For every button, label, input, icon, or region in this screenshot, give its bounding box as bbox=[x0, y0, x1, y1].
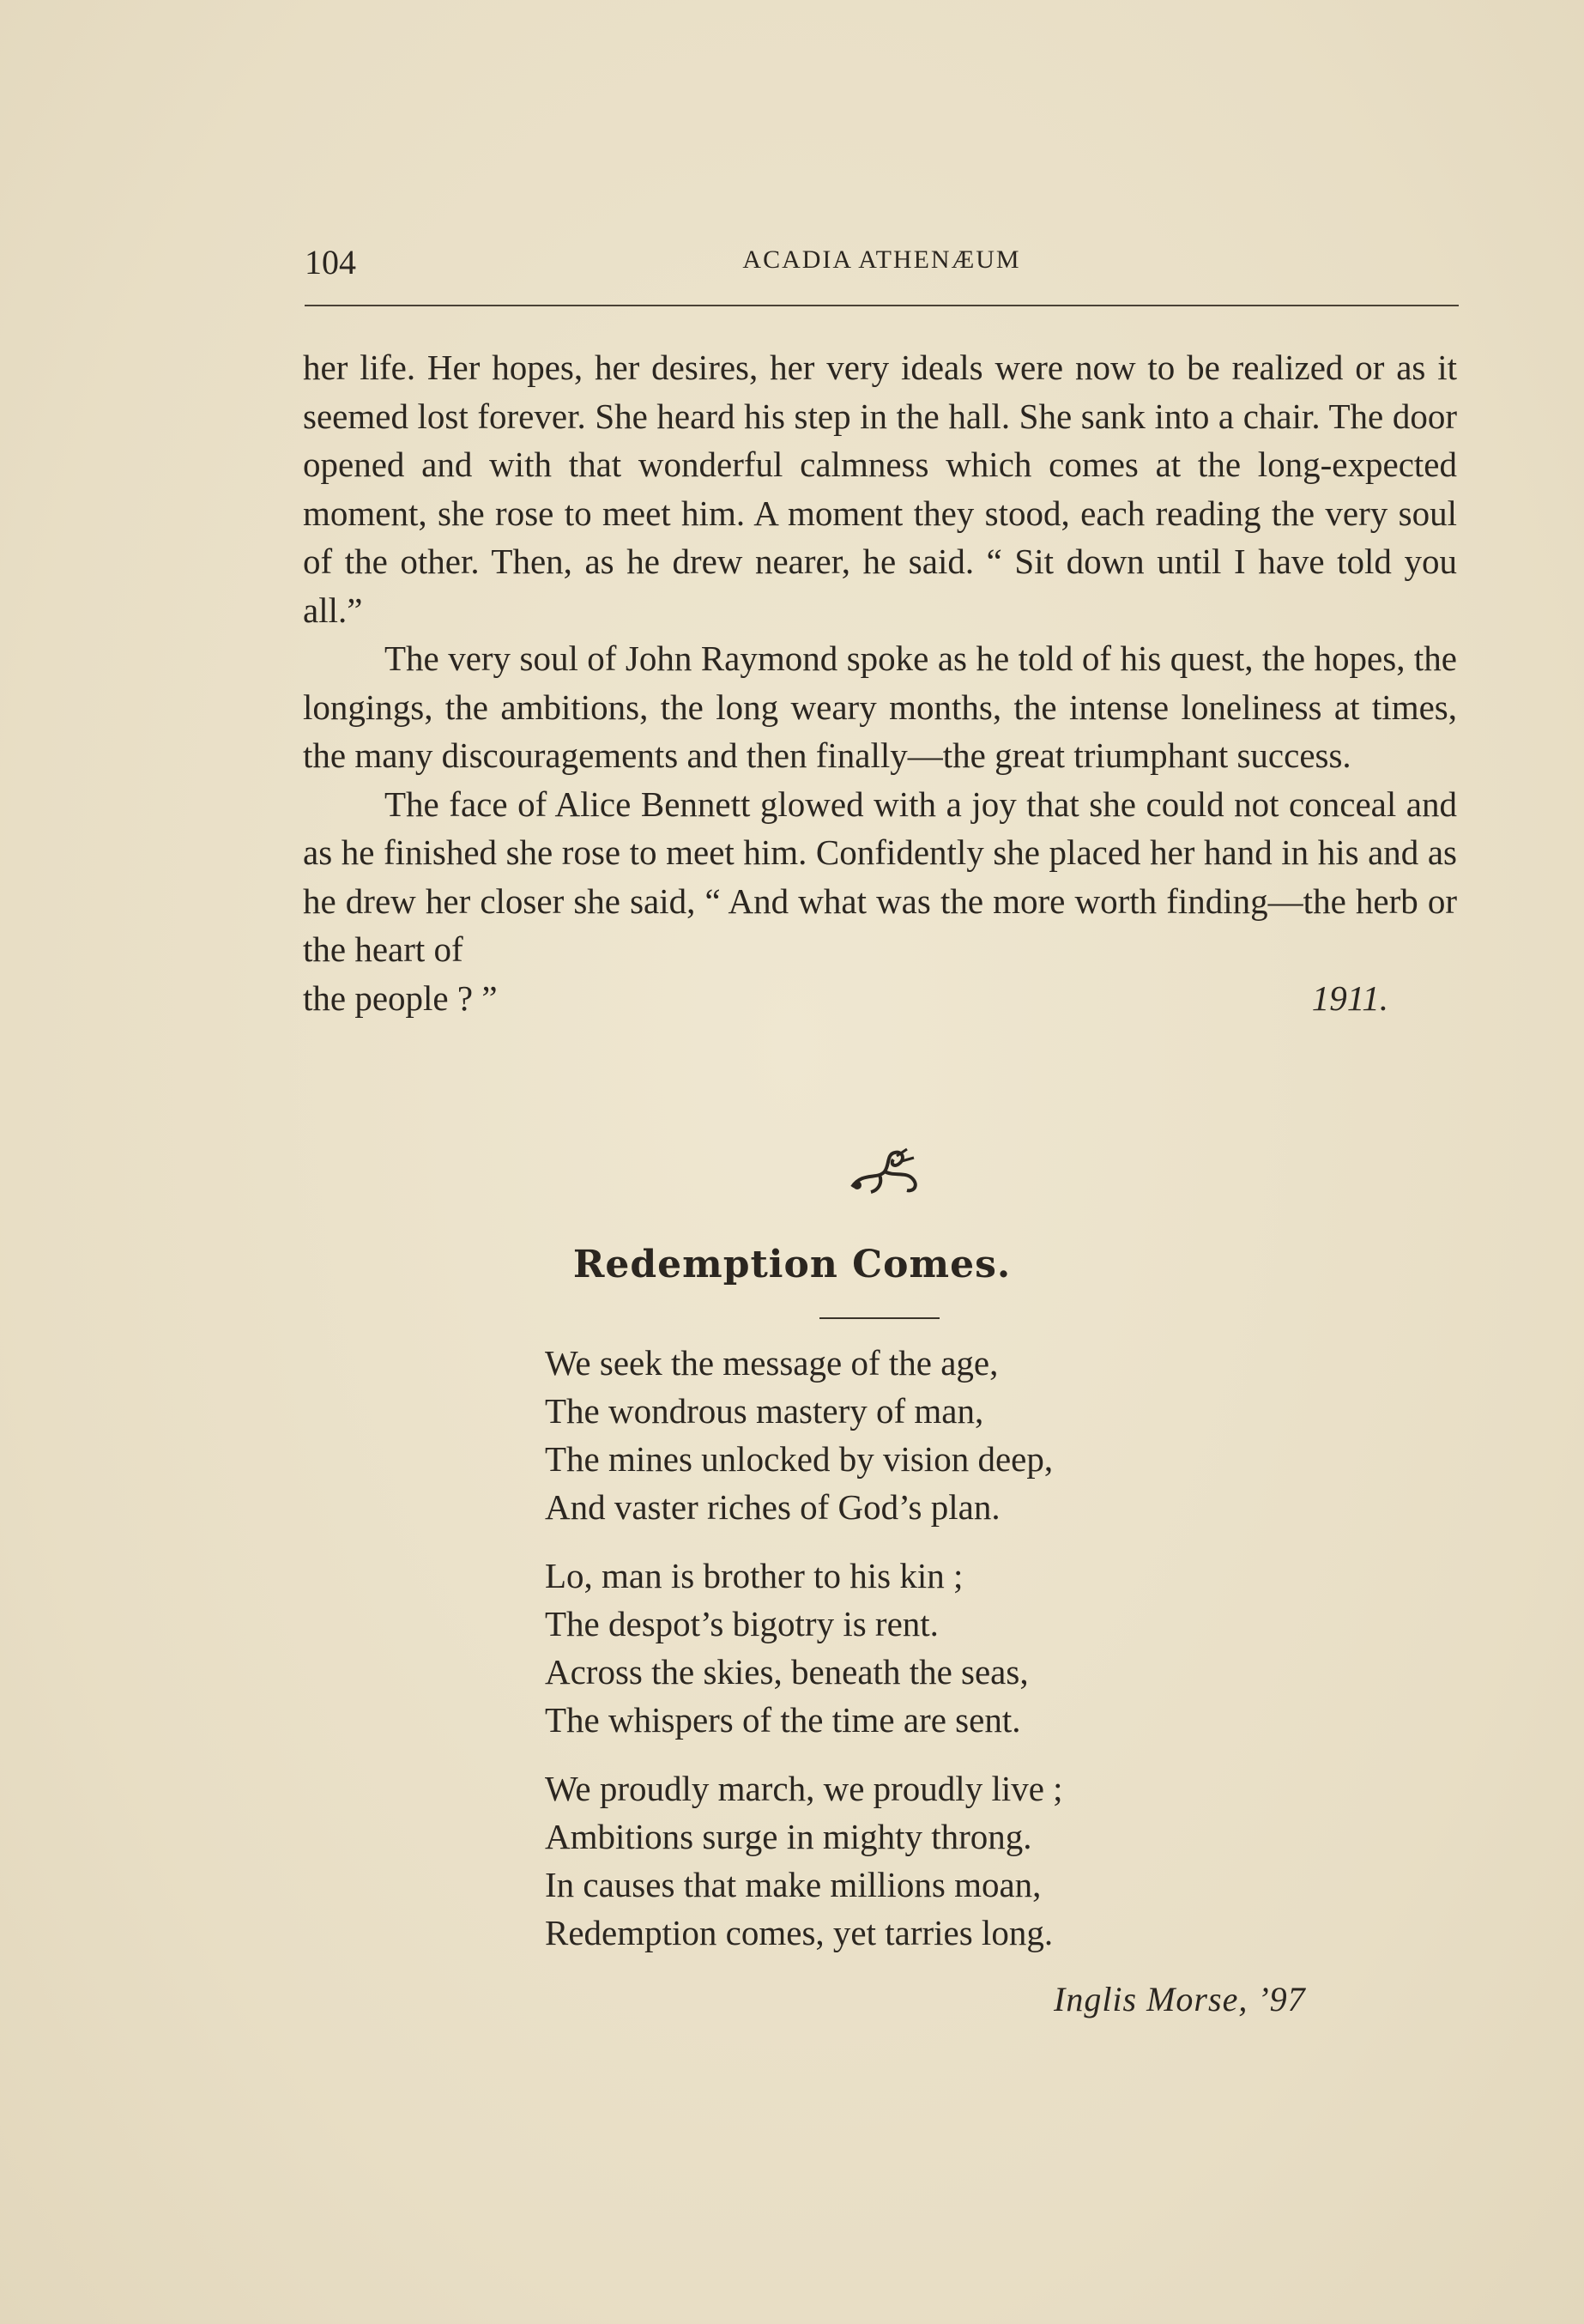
poem-line: We proudly march, we proudly live ; bbox=[545, 1769, 1063, 1808]
stanza bbox=[545, 1764, 1063, 1957]
poem-line: The mines unlocked by vision deep, bbox=[545, 1439, 1054, 1479]
story-text bbox=[303, 343, 1457, 1022]
poem-line: Redemption comes, yet tarries long. bbox=[545, 1913, 1054, 1952]
fleuron-icon bbox=[845, 1146, 927, 1197]
page-number: 104 bbox=[305, 243, 356, 281]
paragraph-end: the people ? ” bbox=[303, 977, 498, 1018]
stanza bbox=[545, 1552, 1063, 1744]
paragraph: her life. Her hopes, her desires, her very ideals were now to be realized or as it seemed lost forever. She heard his step in the hall. She sank into a chair. The door opened and with that wonderful calmness which comes at the long-expected moment, she rose to meet him. A moment they stood, each reading the very soul of the other. Then, as he drew nearer, he said. “ Sit down until I have told you all.” bbox=[303, 348, 1457, 630]
poem-line: Lo, man is brother to his kin ; bbox=[545, 1556, 964, 1595]
paragraph: The face of Alice Bennett glowed with a joy that she could not conceal and as he finished she rose to meet him. Confidently she placed her hand in his and as he drew her closer she said, “ And what was the more worth finding—the herb or the heart of bbox=[303, 784, 1457, 969]
stanza bbox=[545, 1339, 1063, 1531]
page-header bbox=[305, 242, 1459, 283]
running-title: ACADIA ATHENÆUM bbox=[742, 245, 1021, 274]
paragraph: The very soul of John Raymond spoke as he told of his quest, the hopes, the longings, the ambitions, the long weary months, the intense loneliness at times, the many discouragements and then finally—the great triumphant success. bbox=[303, 638, 1457, 775]
poem-line: In causes that make millions moan, bbox=[545, 1865, 1042, 1904]
closing-line bbox=[303, 974, 1457, 1023]
poem bbox=[545, 1339, 1063, 1977]
poem-line: The wondrous mastery of man, bbox=[545, 1391, 984, 1431]
header-rule bbox=[305, 305, 1459, 306]
class-year: 1911. bbox=[1311, 977, 1388, 1018]
poem-author: Inglis Morse, ’97 bbox=[1054, 1980, 1306, 2018]
poem-line: And vaster riches of God’s plan. bbox=[545, 1487, 1001, 1527]
poem-line: The whispers of the time are sent. bbox=[545, 1700, 1021, 1740]
poem-line: The despot’s bigotry is rent. bbox=[545, 1604, 939, 1643]
title-rule bbox=[819, 1317, 940, 1319]
poem-line: Ambitions surge in mighty throng. bbox=[545, 1817, 1032, 1856]
poem-line: We seek the message of the age, bbox=[545, 1343, 999, 1383]
poem-title: Redemption Comes. bbox=[572, 1243, 1012, 1286]
poem-line: Across the skies, beneath the seas, bbox=[545, 1652, 1029, 1692]
